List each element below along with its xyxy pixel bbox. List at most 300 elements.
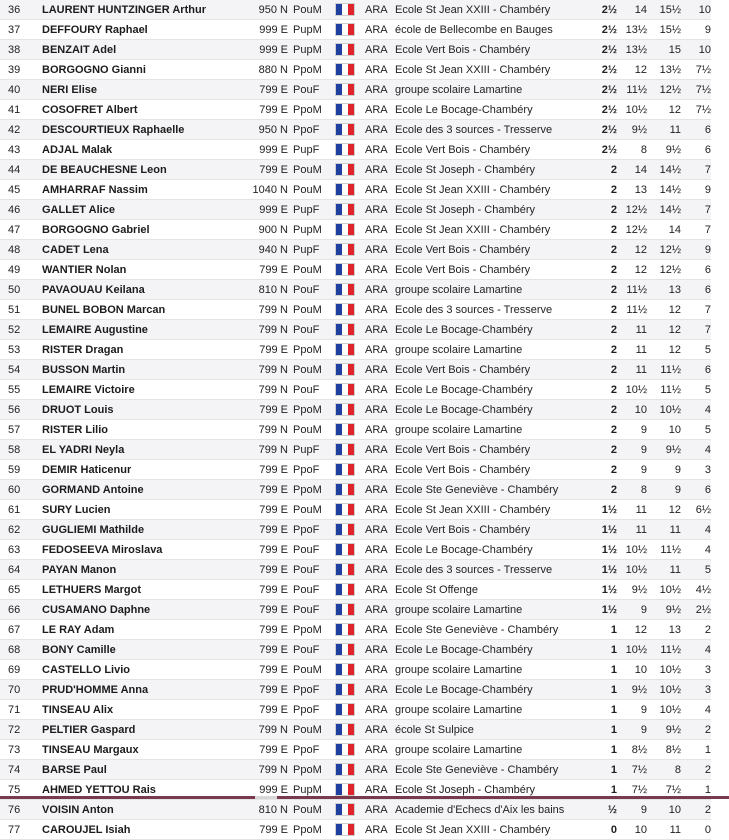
tiebreak-2: 13½ <box>659 63 681 76</box>
france-flag-icon <box>335 323 355 336</box>
tiebreak-2: 15½ <box>659 23 681 36</box>
player-name: RISTER Dragan <box>42 343 124 356</box>
player-name: DEFFOURY Raphael <box>42 23 148 36</box>
rank-cell: 53 <box>8 343 21 356</box>
category-code: PouM <box>293 263 322 276</box>
tiebreak-1: 11½ <box>617 280 647 300</box>
rank-cell: 44 <box>0 160 42 180</box>
flag-cell <box>335 80 365 100</box>
tiebreak-3: 9 <box>704 23 711 36</box>
elo-rating: 799 E <box>259 463 288 476</box>
tiebreak-2: 12 <box>668 503 681 516</box>
club-name: Ecole Vert Bois - Chambéry <box>395 463 531 476</box>
points-cell: 1½ <box>591 520 617 540</box>
tiebreak-3: 2½ <box>681 600 711 620</box>
league-code: ARA <box>365 223 388 236</box>
tiebreak-1: 11 <box>617 360 647 380</box>
player-name: ADJAL Malak <box>42 143 113 156</box>
elo-rating: 799 N <box>258 423 288 436</box>
tiebreak-2: 12 <box>668 103 681 116</box>
flag-cell <box>335 220 365 240</box>
flag-cell <box>335 240 365 260</box>
club-name: Ecole Vert Bois - Chambéry <box>395 440 591 460</box>
player-name: DE BEAUCHESNE Leon <box>42 160 242 180</box>
france-flag-icon <box>335 163 355 176</box>
category-code: PupM <box>288 40 335 60</box>
tiebreak-3: 6 <box>681 480 711 500</box>
player-name: VOISIN Anton <box>42 800 242 820</box>
league-code: ARA <box>365 823 388 836</box>
rank-cell: 62 <box>0 520 42 540</box>
category-code: PouM <box>288 360 335 380</box>
club-name: Ecole St Joseph - Chambéry <box>395 160 591 180</box>
category-code: PpoM <box>288 400 335 420</box>
club-name: groupe scolaire Lamartine <box>395 600 591 620</box>
rank-cell: 40 <box>0 80 42 100</box>
flag-cell <box>335 300 365 320</box>
tiebreak-3: 10 <box>681 40 711 60</box>
flag-cell <box>335 480 365 500</box>
category-code: PpoF <box>288 120 335 140</box>
category-code: PupF <box>288 200 335 220</box>
player-name: NERI Elise <box>42 80 242 100</box>
points-cell: 2½ <box>591 80 617 100</box>
table-row <box>0 180 711 200</box>
tiebreak-3: 5 <box>681 560 711 580</box>
tiebreak-3: 3 <box>704 463 711 476</box>
flag-cell <box>335 800 365 820</box>
table-row <box>0 0 711 20</box>
table-row <box>0 820 711 840</box>
flag-cell <box>335 700 365 720</box>
rank-cell: 75 <box>8 783 21 796</box>
tiebreak-3: 4 <box>681 400 711 420</box>
tiebreak-3: 6 <box>704 143 711 156</box>
table-row <box>0 360 711 380</box>
player-name: COSOFRET Albert <box>42 103 138 116</box>
flag-cell <box>335 320 365 340</box>
tiebreak-3: 5 <box>704 383 711 396</box>
elo-rating: 799 E <box>259 663 288 676</box>
table-row <box>0 80 711 100</box>
elo-rating: 799 E <box>242 560 288 580</box>
flag-cell <box>335 60 365 80</box>
player-name: AHMED YETTOU Rais <box>42 783 156 796</box>
rank-cell: 69 <box>8 663 21 676</box>
club-name: Ecole Vert Bois - Chambéry <box>395 520 591 540</box>
player-name: SURY Lucien <box>42 503 111 516</box>
league-code: ARA <box>365 280 395 300</box>
elo-rating: 799 E <box>259 583 288 596</box>
flag-cell <box>335 640 365 660</box>
tiebreak-2: 9 <box>674 463 681 476</box>
table-row <box>0 740 711 760</box>
rank-cell: 38 <box>0 40 42 60</box>
rank-cell: 48 <box>0 240 42 260</box>
table-row <box>0 480 711 500</box>
league-code: ARA <box>365 623 388 636</box>
league-code: ARA <box>365 160 395 180</box>
league-code: ARA <box>365 423 388 436</box>
france-flag-icon <box>335 583 355 596</box>
club-name: Ecole Ste Geneviève - Chambéry <box>395 760 591 780</box>
club-name: Ecole Ste Geneviève - Chambéry <box>395 480 591 500</box>
table-row <box>0 700 711 720</box>
points-cell: 2½ <box>591 40 617 60</box>
france-flag-icon <box>335 443 355 456</box>
flag-cell <box>335 260 365 280</box>
player-name: LAURENT HUNTZINGER Arthur <box>42 0 242 20</box>
player-name: GALLET Alice <box>42 200 242 220</box>
table-row <box>0 240 711 260</box>
flag-cell <box>335 200 365 220</box>
tiebreak-3: 7½ <box>695 103 711 116</box>
category-code: PouM <box>288 0 335 20</box>
player-name: BARSE Paul <box>42 760 242 780</box>
tiebreak-3: 6 <box>681 360 711 380</box>
tiebreak-2: 10 <box>668 423 681 436</box>
league-code: ARA <box>365 640 395 660</box>
points-cell: 2 <box>591 240 617 260</box>
table-row <box>0 600 711 620</box>
league-code: ARA <box>365 743 388 756</box>
tiebreak-2: 12½ <box>647 80 681 100</box>
elo-rating: 799 N <box>258 303 288 316</box>
category-code: PouM <box>288 160 335 180</box>
table-row <box>0 560 711 580</box>
tiebreak-2: 9½ <box>647 720 681 740</box>
flag-cell <box>335 40 365 60</box>
elo-rating: 799 N <box>242 720 288 740</box>
club-name: Ecole des 3 sources - Tresserve <box>395 560 591 580</box>
table-row <box>0 640 711 660</box>
tiebreak-3: 7½ <box>681 80 711 100</box>
league-code: ARA <box>365 543 388 556</box>
france-flag-icon <box>335 823 355 836</box>
club-name: Ecole Vert Bois - Chambéry <box>395 360 591 380</box>
tiebreak-1: 12 <box>634 623 647 636</box>
flag-cell <box>335 120 365 140</box>
flag-cell <box>335 280 365 300</box>
france-flag-icon <box>335 63 355 76</box>
tiebreak-2: 9 <box>647 480 681 500</box>
tiebreak-3: 6½ <box>695 503 711 516</box>
flag-cell <box>335 820 365 840</box>
flag-cell <box>335 660 365 680</box>
rank-cell: 58 <box>0 440 42 460</box>
tiebreak-3: 0 <box>704 823 711 836</box>
league-code: ARA <box>365 600 395 620</box>
club-name: Ecole Le Bocage-Chambéry <box>395 400 591 420</box>
france-flag-icon <box>335 623 355 636</box>
league-code: ARA <box>365 520 395 540</box>
flag-cell <box>335 540 365 560</box>
tiebreak-2: 9½ <box>647 600 681 620</box>
france-flag-icon <box>335 683 355 696</box>
table-row <box>0 120 711 140</box>
points-cell: 2½ <box>601 63 617 76</box>
rank-cell: 60 <box>0 480 42 500</box>
table-row <box>0 280 711 300</box>
rank-cell: 71 <box>8 703 21 716</box>
club-name: Ecole Vert Bois - Chambéry <box>395 40 591 60</box>
league-code: ARA <box>365 183 388 196</box>
club-name: Ecole St Jean XXIII - Chambéry <box>395 183 551 196</box>
flag-cell <box>335 380 365 400</box>
club-name: école de Bellecombe en Bauges <box>395 23 553 36</box>
flag-cell <box>335 0 365 20</box>
france-flag-icon <box>335 423 355 436</box>
france-flag-icon <box>335 283 355 296</box>
tiebreak-2: 9½ <box>647 440 681 460</box>
tiebreak-2: 14 <box>668 223 681 236</box>
flag-cell <box>335 340 365 360</box>
rank-cell: 65 <box>8 583 21 596</box>
league-code: ARA <box>365 80 395 100</box>
points-cell: 2 <box>610 183 617 196</box>
player-name: DRUOT Louis <box>42 400 242 420</box>
elo-rating: 799 N <box>242 320 288 340</box>
france-flag-icon <box>335 763 355 776</box>
league-code: ARA <box>365 200 395 220</box>
tiebreak-1: 9 <box>640 423 647 436</box>
tiebreak-2: 15½ <box>647 0 681 20</box>
flag-cell <box>335 100 365 120</box>
rank-cell: 56 <box>0 400 42 420</box>
flag-cell <box>335 420 365 440</box>
league-code: ARA <box>365 320 395 340</box>
tiebreak-1: 11 <box>635 503 647 516</box>
elo-rating: 940 N <box>242 240 288 260</box>
tiebreak-3: 7 <box>704 303 711 316</box>
league-code: ARA <box>365 360 395 380</box>
tiebreak-1: 12½ <box>617 200 647 220</box>
flag-cell <box>335 460 365 480</box>
player-name: BUSSON Martin <box>42 360 242 380</box>
tiebreak-2: 11 <box>669 823 681 836</box>
league-code: ARA <box>365 40 395 60</box>
category-code: PpoM <box>293 343 322 356</box>
league-code: ARA <box>365 503 388 516</box>
elo-rating: 799 E <box>259 623 288 636</box>
flag-cell <box>335 20 365 40</box>
league-code: ARA <box>365 760 395 780</box>
tiebreak-1: 10 <box>634 663 647 676</box>
points-cell: 2 <box>610 463 617 476</box>
france-flag-icon <box>335 263 355 276</box>
elo-rating: 799 E <box>242 600 288 620</box>
club-name: école St Sulpice <box>395 720 591 740</box>
player-name: PAVAOUAU Keilana <box>42 280 242 300</box>
player-name: PRUD'HOMME Anna <box>42 680 242 700</box>
elo-rating: 799 E <box>259 703 288 716</box>
rank-cell: 61 <box>8 503 21 516</box>
tiebreak-1: 12 <box>617 240 647 260</box>
tiebreak-2: 10 <box>647 800 681 820</box>
tiebreak-2: 11½ <box>647 360 681 380</box>
flag-cell <box>335 140 365 160</box>
player-name: AMHARRAF Nassim <box>42 183 148 196</box>
rank-cell: 49 <box>8 263 21 276</box>
tiebreak-3: 3 <box>704 663 711 676</box>
club-name: Ecole St Joseph - Chambéry <box>395 783 536 796</box>
tiebreak-2: 11½ <box>660 383 681 396</box>
player-name: BONY Camille <box>42 640 242 660</box>
league-code: ARA <box>365 0 395 20</box>
elo-rating: 880 N <box>258 63 288 76</box>
flag-cell <box>335 720 365 740</box>
points-cell: 2½ <box>601 103 617 116</box>
tiebreak-1: 10½ <box>625 383 647 396</box>
tiebreak-1: 9½ <box>617 120 647 140</box>
france-flag-icon <box>335 403 355 416</box>
league-code: ARA <box>365 703 388 716</box>
elo-rating: 810 N <box>242 800 288 820</box>
france-flag-icon <box>335 83 355 96</box>
tiebreak-3: 9 <box>681 240 711 260</box>
rank-cell: 51 <box>8 303 21 316</box>
category-code: PouM <box>293 423 322 436</box>
elo-rating: 999 E <box>259 23 288 36</box>
tiebreak-2: 11 <box>647 120 681 140</box>
club-name: Ecole Vert Bois - Chambéry <box>395 240 591 260</box>
tiebreak-2: 11 <box>647 520 681 540</box>
player-name: TINSEAU Alix <box>42 703 114 716</box>
category-code: PouF <box>293 583 320 596</box>
league-code: ARA <box>365 663 388 676</box>
rank-cell: 39 <box>8 63 21 76</box>
tiebreak-2: 12½ <box>647 240 681 260</box>
club-name: Ecole St Jean XXIII - Chambéry <box>395 223 551 236</box>
league-code: ARA <box>365 720 395 740</box>
france-flag-icon <box>335 363 355 376</box>
table-row <box>0 140 711 160</box>
elo-rating: 1040 N <box>252 183 288 196</box>
league-code: ARA <box>365 480 395 500</box>
club-name: groupe scolaire Lamartine <box>395 703 523 716</box>
tiebreak-2: 11½ <box>660 543 681 556</box>
rank-cell: 46 <box>0 200 42 220</box>
club-name: Ecole Le Bocage-Chambéry <box>395 103 533 116</box>
france-flag-icon <box>335 463 355 476</box>
elo-rating: 799 E <box>242 680 288 700</box>
france-flag-icon <box>335 663 355 676</box>
table-row <box>0 660 711 680</box>
rank-cell: 37 <box>8 23 21 36</box>
table-row <box>0 500 711 520</box>
tiebreak-1: 11 <box>617 520 647 540</box>
tiebreak-1: 10 <box>617 400 647 420</box>
tiebreak-2: 12 <box>668 303 681 316</box>
player-name: TINSEAU Margaux <box>42 743 139 756</box>
player-name: PAYAN Manon <box>42 560 242 580</box>
club-name: groupe scolaire Lamartine <box>395 663 523 676</box>
table-row <box>0 520 711 540</box>
points-cell: 1 <box>610 783 617 796</box>
tiebreak-2: 14½ <box>659 183 681 196</box>
category-code: PupF <box>288 240 335 260</box>
league-code: ARA <box>365 343 388 356</box>
tiebreak-2: 10½ <box>659 703 681 716</box>
tiebreak-3: 7 <box>681 320 711 340</box>
elo-rating: 799 E <box>242 640 288 660</box>
club-name: Ecole Le Bocage-Chambéry <box>395 543 533 556</box>
category-code: PpoM <box>293 63 322 76</box>
league-code: ARA <box>365 463 388 476</box>
tiebreak-2: 12 <box>647 320 681 340</box>
tiebreak-3: 3 <box>681 680 711 700</box>
player-name: BORGOGNO Gianni <box>42 63 146 76</box>
points-cell: 2 <box>591 200 617 220</box>
tiebreak-3: 1 <box>704 743 711 756</box>
tiebreak-1: 10½ <box>625 543 647 556</box>
france-flag-icon <box>335 743 355 756</box>
club-name: Ecole St Jean XXIII - Chambéry <box>395 63 551 76</box>
league-code: ARA <box>365 583 388 596</box>
tiebreak-3: 4 <box>681 520 711 540</box>
flag-cell <box>335 360 365 380</box>
tiebreak-2: 12 <box>668 343 681 356</box>
france-flag-icon <box>335 783 355 796</box>
flag-cell <box>335 600 365 620</box>
france-flag-icon <box>335 183 355 196</box>
france-flag-icon <box>335 723 355 736</box>
tiebreak-1: 8½ <box>631 743 647 756</box>
league-code: ARA <box>365 800 395 820</box>
tiebreak-1: 9 <box>617 440 647 460</box>
table-row <box>0 720 711 740</box>
elo-rating: 950 N <box>242 0 288 20</box>
elo-rating: 799 E <box>242 160 288 180</box>
table-row <box>0 420 711 440</box>
category-code: PouM <box>288 800 335 820</box>
tiebreak-1: 12 <box>634 63 647 76</box>
rank-cell: 55 <box>8 383 21 396</box>
rank-cell: 63 <box>8 543 21 556</box>
club-name: Ecole St Jean XXIII - Chambéry <box>395 0 591 20</box>
elo-rating: 799 N <box>258 383 288 396</box>
tiebreak-3: 6 <box>704 263 711 276</box>
table-row <box>0 440 711 460</box>
tiebreak-1: 10½ <box>617 640 647 660</box>
club-name: Ecole St Offenge <box>395 583 478 596</box>
league-code: ARA <box>365 560 395 580</box>
club-name: Ecole Le Bocage-Chambéry <box>395 383 533 396</box>
league-code: ARA <box>365 263 388 276</box>
player-name: CAROUJEL Isiah <box>42 823 131 836</box>
rank-cell: 57 <box>8 423 21 436</box>
category-code: PpoM <box>293 623 322 636</box>
club-name: groupe scolaire Lamartine <box>395 280 591 300</box>
flag-cell <box>335 620 365 640</box>
tiebreak-2: 11½ <box>647 640 681 660</box>
flag-cell <box>335 560 365 580</box>
rank-cell: 59 <box>8 463 21 476</box>
table-row <box>0 340 711 360</box>
table-row <box>0 760 711 780</box>
table-row <box>0 20 711 40</box>
tiebreak-1: 9 <box>640 463 647 476</box>
elo-rating: 799 E <box>259 543 288 556</box>
points-cell: 2 <box>591 280 617 300</box>
tiebreak-1: 9 <box>617 800 647 820</box>
category-code: PpoM <box>293 103 322 116</box>
flag-cell <box>335 520 365 540</box>
tiebreak-3: 4 <box>704 703 711 716</box>
category-code: PupM <box>293 223 322 236</box>
club-name: Ecole des 3 sources - Tresserve <box>395 303 553 316</box>
club-name: groupe scolaire Lamartine <box>395 343 523 356</box>
